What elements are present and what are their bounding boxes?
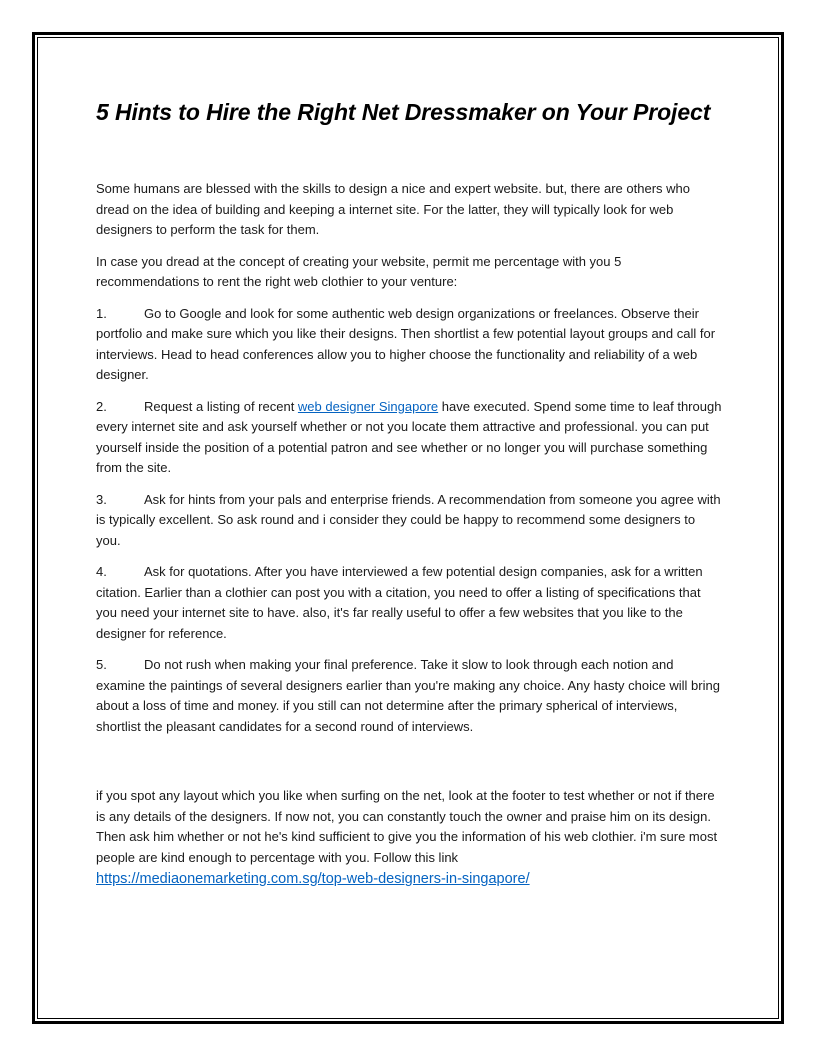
closing-paragraph [96, 786, 722, 890]
list-item-text: Ask for quotations. After you have interviewed a few potential design companies, ask for a written citation. Earlier than a clothier can post you with a citation, you need to offer a listing of specifications that you need your internet site to have. also, it's far really useful to offer a few websites that you like to the designer for reference. [96, 564, 703, 641]
intro-paragraph-1: Some humans are blessed with the skills to design a nice and expert website. but, there are others who dread on the idea of building and keeping a internet site. For the latter, they will typically look for web designers to perform the task for them. [96, 181, 690, 237]
web-designer-singapore-link[interactable]: web designer Singapore [297, 398, 439, 414]
document-body [96, 95, 722, 890]
list-item-text-before: Request a listing of recent [144, 398, 298, 414]
list-number: 1. [96, 305, 107, 321]
list-item-4 [96, 562, 722, 644]
document-title: 5 Hints to Hire the Right Net Dressmaker on Your Project [96, 99, 711, 125]
list-number: 2. [96, 398, 107, 414]
closing-text: if you spot any layout which you like when surfing on the net, look at the footer to test whether or not if there is any details of the designers. If now not, you can constantly touch the owner and praise him on its design. Then ask him whether or not he's kind sufficient to give you the information of his web clothier. i'm sure most people are kind enough to percentage with you. Follow this link [96, 788, 718, 865]
list-item-1 [96, 304, 722, 386]
list-number: 3. [96, 491, 107, 507]
list-number: 5. [96, 657, 107, 672]
list-item-text: Do not rush when making your final preference. Take it slow to look through each notion and examine the paintings of several designers earlier than you're making any choice. Any hasty choice will bring about a loss of time and money. if you still can not determine after the primary spherical of interviews, shortlist the pleasant candidates for a second round of interviews. [96, 657, 720, 734]
list-item-5 [96, 655, 722, 737]
mediaone-link[interactable]: https://mediaonemarketing.com.sg/top-web-designers-in-singapore/ [96, 871, 530, 887]
list-item-text: Ask for hints from your pals and enterprise friends. A recommendation from someone you agree with is typically excellent. So ask round and i consider they could be happy to recommend some designers to you. [96, 491, 721, 548]
list-item-text: Go to Google and look for some authentic web design organizations or freelances. Observe their portfolio and make sure which you like their designs. Then shortlist a few potential layout groups and call for interviews. Head to head conferences allow you to higher choose the functionality and reliability of a web designer. [96, 305, 716, 382]
list-number: 4. [96, 564, 107, 579]
spacer [96, 748, 722, 786]
list-item-2 [96, 397, 722, 479]
list-item-3 [96, 490, 722, 552]
intro-paragraph-2: In case you dread at the concept of creating your website, permit me percentage with you 5 recommendations to rent the right web clothier to your venture: [96, 253, 622, 289]
list-item-text-after: have executed. Spend some time to leaf through every internet site and ask yourself whether or not you locate them attractive and professional. you can put yourself inside the position of a potential patron and see whether or no longer you will purchase something from the site. [96, 398, 722, 475]
